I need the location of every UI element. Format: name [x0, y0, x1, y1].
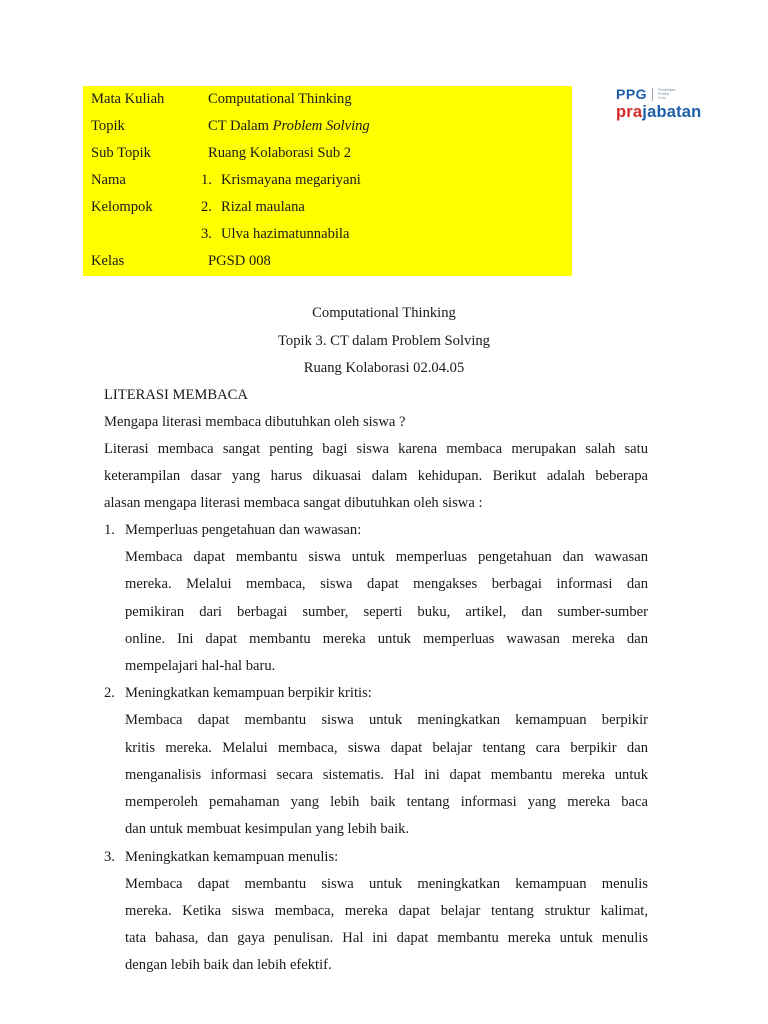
item-line: mereka. Melalui membaca, siswa dapat mengakses berbagai informasi dan [125, 576, 648, 592]
info-label: Kelas [91, 253, 125, 269]
item-line: kritis mereka. Melalui membaca, siswa dapat belajar tentang cara berpikir dan [125, 740, 648, 756]
info-row-kelas [83, 248, 572, 275]
ppg-prajabatan-logo [616, 86, 726, 126]
logo-small-line: Guru [658, 96, 666, 100]
member-number: 2. [201, 199, 212, 215]
course-info-box [83, 86, 572, 276]
logo-small-line: Pendidikan [658, 88, 676, 92]
info-label: Kelompok [91, 199, 153, 215]
item-line: mempelajari hal-hal baru. [125, 658, 276, 674]
logo-top-row [616, 86, 680, 102]
logo-jabatan-text: jabatan [642, 103, 702, 121]
logo-small-line: Profesi [658, 92, 669, 96]
item-title: Memperluas pengetahuan dan wawasan: [125, 522, 362, 538]
info-label: Topik [91, 118, 125, 134]
item-line: tata bahasa, dan gaya penulisan. Hal ini dapat membantu mereka untuk menulis [125, 930, 648, 946]
info-value [201, 167, 361, 194]
item-line: Membaca dapat membantu siswa untuk memperluas pengetahuan dan wawasan [125, 549, 648, 565]
item-title: Meningkatkan kemampuan berpikir kritis: [125, 685, 372, 701]
info-row-member-3 [83, 221, 572, 248]
section-title: LITERASI MEMBACA [104, 387, 248, 403]
item-line: mereka. Ketika siswa membaca, mereka dapat belajar tentang struktur kalimat, [125, 903, 648, 919]
info-value [208, 113, 370, 140]
info-row-nama [83, 167, 572, 194]
intro-line: keterampilan dasar yang harus dikuasai dalam kehidupan. Berikut adalah beberapa [104, 468, 648, 484]
logo-pra-text: pra [616, 103, 643, 121]
section-question: Mengapa literasi membaca dibutuhkan oleh siswa ? [104, 414, 406, 430]
item-line: Membaca dapat membantu siswa untuk meningkatkan kemampuan menulis [125, 876, 648, 892]
item-line: online. Ini dapat membantu mereka untuk memperluas wawasan mereka dan [125, 631, 648, 647]
info-row-sub-topik [83, 140, 572, 167]
member-name: Ulva hazimatunnabila [221, 226, 350, 242]
info-value [201, 194, 305, 221]
item-number: 2. [104, 685, 115, 701]
info-label: Nama [91, 172, 126, 188]
logo-small-text [658, 88, 680, 100]
member-number: 1. [201, 172, 212, 188]
info-row-mata-kuliah [83, 86, 572, 113]
info-value [201, 221, 349, 248]
item-number: 1. [104, 522, 115, 538]
info-label: Mata Kuliah [91, 91, 165, 107]
info-value: Ruang Kolaborasi Sub 2 [208, 145, 352, 161]
info-label: Sub Topik [91, 145, 151, 161]
intro-line: alasan mengapa literasi membaca sangat dibutuhkan oleh siswa : [104, 495, 483, 511]
info-row-topik [83, 113, 572, 140]
logo-ppg-text: PPG [616, 86, 648, 102]
member-number: 3. [201, 226, 212, 242]
item-title: Meningkatkan kemampuan menulis: [125, 849, 339, 865]
logo-separator [652, 88, 653, 101]
member-name: Krismayana megariyani [221, 172, 361, 188]
item-line: memperoleh pemahaman yang lebih baik tentang informasi yang mereka baca [125, 794, 648, 810]
info-value-italic: Problem Solving [272, 118, 370, 134]
doc-heading-line-1: Computational Thinking [312, 305, 456, 321]
item-number: 3. [104, 849, 115, 865]
doc-heading-line-3: Ruang Kolaborasi 02.04.05 [303, 360, 465, 376]
info-value: Computational Thinking [208, 91, 352, 107]
item-line: menganalisis informasi secara sistematis. Hal ini dapat membantu mereka untuk [125, 767, 648, 783]
doc-heading-line-2: Topik 3. CT dalam Problem Solving [278, 333, 490, 349]
item-line: Membaca dapat membantu siswa untuk meningkatkan kemampuan berpikir [125, 712, 648, 728]
info-value-plain: CT Dalam [208, 118, 273, 134]
intro-line: Literasi membaca sangat penting bagi siswa karena membaca merupakan salah satu [104, 441, 648, 457]
logo-wordmark [616, 103, 701, 122]
info-row-kelompok [83, 194, 572, 221]
item-line: dengan lebih baik dan lebih efektif. [125, 957, 332, 973]
info-value: PGSD 008 [208, 253, 271, 269]
item-line: dan untuk membuat kesimpulan yang lebih baik. [125, 821, 410, 837]
member-name: Rizal maulana [221, 199, 305, 215]
item-line: pemikiran dari berbagai sumber, seperti buku, artikel, dan sumber-sumber [125, 604, 648, 620]
